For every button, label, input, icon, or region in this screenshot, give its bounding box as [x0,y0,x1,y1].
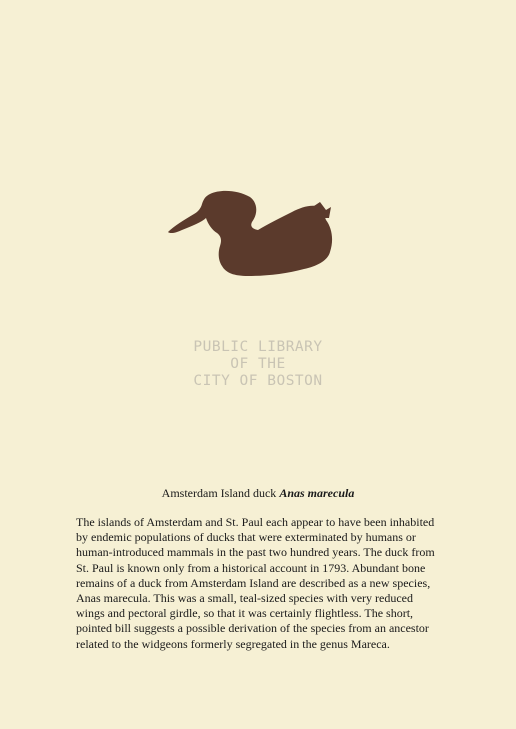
text-line: related to the widgeons formerly segregated in the genus Mareca. [76,636,390,651]
text-line: human-introduced mammals in the past two hundred years. The duck from [76,545,435,560]
common-name: Amsterdam Island duck [161,486,277,500]
text-line: by endemic populations of ducks that were exterminated by humans or [76,530,416,545]
stamp-line: CITY OF BOSTON [193,373,323,389]
scientific-name: Anas marecula [279,486,355,500]
text-line: The islands of Amsterdam and St. Paul each appear to have been inhabited [76,515,435,529]
stamp-line: PUBLIC LIBRARY [193,339,323,355]
text-line: Anas marecula. This was a small, teal-sized species with very reduced [76,591,413,606]
figure-caption [0,486,516,501]
text-line: remains of a duck from Amsterdam Island are described as a new species, [76,575,431,590]
text-line: St. Paul is known only from a historical account in 1793. Abundant bone [76,560,426,575]
duck-silhouette-icon [168,188,338,280]
description-paragraph [76,515,448,652]
duck-body-shape [168,191,332,276]
text-line: pointed bill suggests a possible derivation of the species from an ancestor [76,621,429,636]
text-line: wings and pectoral girdle, so that it was certainly flightless. The short, [76,606,414,621]
library-stamp [170,339,346,390]
stamp-line: OF THE [230,356,286,372]
